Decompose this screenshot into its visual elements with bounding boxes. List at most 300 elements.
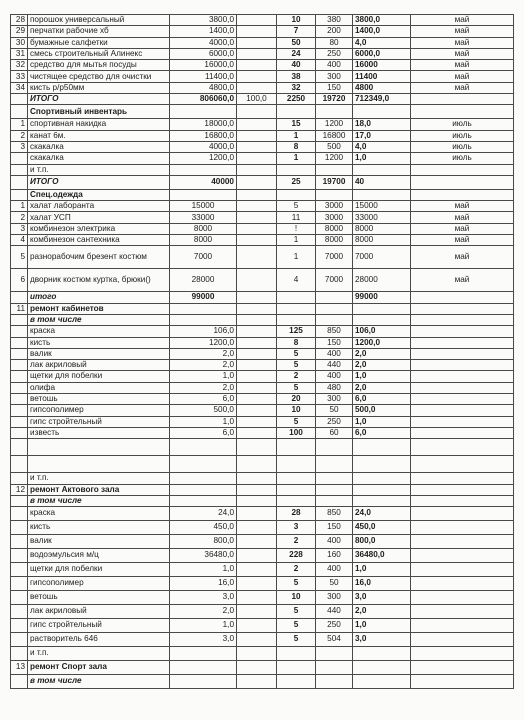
- cell-total: [353, 303, 411, 314]
- table-row: [11, 675, 514, 689]
- cell-item-name: и т.п.: [28, 164, 170, 175]
- cell-total: 1,0: [353, 619, 411, 633]
- cell-month: май: [411, 212, 514, 223]
- cell-amount: 2,0: [170, 348, 237, 359]
- cell-quantity: 5: [277, 416, 316, 427]
- cell-month: май: [411, 71, 514, 82]
- cell-amount: [170, 164, 237, 175]
- cell-item-name: в том числе: [28, 675, 170, 689]
- cell-quantity: [277, 314, 316, 325]
- cell-row-number: [11, 153, 28, 164]
- cell-unit-price: [316, 292, 353, 303]
- cell-month: [411, 94, 514, 105]
- cell-total: 7000: [353, 246, 411, 269]
- cell-unit-price: 3000: [316, 201, 353, 212]
- cell-item-name: смесь строительный Алинекс: [28, 48, 170, 59]
- cell-unit-price: 200: [316, 26, 353, 37]
- cell-unit-price: 400: [316, 535, 353, 549]
- cell-month: [411, 507, 514, 521]
- cell-item-name: порошок универсальный: [28, 15, 170, 26]
- cell-amount: 2,0: [170, 382, 237, 393]
- cell-quantity: [277, 105, 316, 119]
- table-row: [11, 605, 514, 619]
- cell-item-name: кисть: [28, 521, 170, 535]
- cell-month: май: [411, 26, 514, 37]
- cell-amount: [170, 495, 237, 506]
- cell-total: 4800: [353, 82, 411, 93]
- cell-amount: [170, 675, 237, 689]
- cell-month: [411, 326, 514, 337]
- cell-quantity: 5: [277, 348, 316, 359]
- cell-row-number: [11, 337, 28, 348]
- cell-total: 3,0: [353, 633, 411, 647]
- cell-unit-price: [316, 675, 353, 689]
- cell-total: [353, 484, 411, 495]
- table-row: [11, 405, 514, 416]
- cell-month: май: [411, 48, 514, 59]
- cell-item-name: халат лаборанта: [28, 201, 170, 212]
- cell-row-number: 34: [11, 82, 28, 93]
- cell-total: 8000: [353, 235, 411, 246]
- cell-percent: [237, 26, 277, 37]
- cell-unit-price: 250: [316, 619, 353, 633]
- cell-total: 2,0: [353, 360, 411, 371]
- cell-item-name: спортивная накидка: [28, 119, 170, 130]
- table-row: [11, 484, 514, 495]
- cell-quantity: 100: [277, 427, 316, 438]
- cell-unit-price: 850: [316, 326, 353, 337]
- cell-item-name: ветошь: [28, 394, 170, 405]
- cell-unit-price: 8000: [316, 223, 353, 234]
- cell-total: 40: [353, 175, 411, 189]
- cell-month: [411, 416, 514, 427]
- cell-month: [411, 473, 514, 484]
- cell-amount: [170, 314, 237, 325]
- cell-unit-price: [316, 661, 353, 675]
- cell-item-name: гипс стройтельный: [28, 416, 170, 427]
- cell-unit-price: 50: [316, 405, 353, 416]
- cell-amount: 500,0: [170, 405, 237, 416]
- cell-total: 6000,0: [353, 48, 411, 59]
- table-row: [11, 212, 514, 223]
- cell-quantity: 7: [277, 26, 316, 37]
- cell-unit-price: [316, 105, 353, 119]
- cell-quantity: 3: [277, 521, 316, 535]
- cell-amount: 3800,0: [170, 15, 237, 26]
- table-row: [11, 141, 514, 152]
- cell-quantity: 1: [277, 130, 316, 141]
- cell-item-name: гипсополимер: [28, 405, 170, 416]
- table-row: [11, 416, 514, 427]
- cell-percent: [237, 416, 277, 427]
- cell-quantity: 28: [277, 507, 316, 521]
- cell-unit-price: 150: [316, 521, 353, 535]
- cell-amount: 1,0: [170, 416, 237, 427]
- cell-unit-price: 300: [316, 394, 353, 405]
- cell-item-name: краска: [28, 326, 170, 337]
- cell-month: [411, 292, 514, 303]
- cell-percent: [237, 507, 277, 521]
- cell-item-name: в том числе: [28, 314, 170, 325]
- cell-month: [411, 647, 514, 661]
- table-row: [11, 456, 514, 473]
- cell-item-name: ремонт кабинетов: [28, 303, 170, 314]
- cell-quantity: 10: [277, 591, 316, 605]
- table-row: [11, 647, 514, 661]
- cell-percent: [237, 456, 277, 473]
- cell-item-name: Спортивный инвентарь: [28, 105, 170, 119]
- cell-month: май: [411, 60, 514, 71]
- cell-quantity: 2: [277, 535, 316, 549]
- cell-amount: 99000: [170, 292, 237, 303]
- cell-percent: [237, 82, 277, 93]
- table-row: [11, 201, 514, 212]
- cell-month: [411, 549, 514, 563]
- cell-row-number: 3: [11, 223, 28, 234]
- cell-row-number: 3: [11, 141, 28, 152]
- cell-percent: [237, 394, 277, 405]
- cell-item-name: известь: [28, 427, 170, 438]
- cell-month: [411, 675, 514, 689]
- cell-amount: 806060,0: [170, 94, 237, 105]
- cell-quantity: 11: [277, 212, 316, 223]
- cell-percent: [237, 427, 277, 438]
- cell-unit-price: 300: [316, 591, 353, 605]
- cell-amount: 2,0: [170, 605, 237, 619]
- cell-quantity: 32: [277, 82, 316, 93]
- cell-quantity: 10: [277, 405, 316, 416]
- cell-total: 28000: [353, 269, 411, 292]
- cell-row-number: [11, 535, 28, 549]
- cell-unit-price: 19720: [316, 94, 353, 105]
- cell-amount: 7000: [170, 246, 237, 269]
- cell-total: [353, 189, 411, 200]
- cell-percent: [237, 189, 277, 200]
- table-row: [11, 507, 514, 521]
- cell-percent: [237, 605, 277, 619]
- cell-amount: 1200,0: [170, 153, 237, 164]
- cell-row-number: 4: [11, 235, 28, 246]
- cell-quantity: 4: [277, 269, 316, 292]
- cell-month: [411, 371, 514, 382]
- cell-total: 36480,0: [353, 549, 411, 563]
- cell-quantity: 38: [277, 71, 316, 82]
- table-row: [11, 269, 514, 292]
- cell-amount: 6000,0: [170, 48, 237, 59]
- cell-unit-price: 400: [316, 348, 353, 359]
- cell-percent: [237, 619, 277, 633]
- table-row: [11, 577, 514, 591]
- cell-month: [411, 405, 514, 416]
- cell-amount: 28000: [170, 269, 237, 292]
- cell-quantity: [277, 303, 316, 314]
- cell-total: 6,0: [353, 394, 411, 405]
- cell-total: 106,0: [353, 326, 411, 337]
- cell-month: [411, 382, 514, 393]
- cell-row-number: [11, 427, 28, 438]
- cell-row-number: 28: [11, 15, 28, 26]
- cell-item-name: итого: [28, 292, 170, 303]
- cell-percent: [237, 119, 277, 130]
- table-row: [11, 71, 514, 82]
- cell-item-name: дворник костюм куртка, брюки(): [28, 269, 170, 292]
- cell-unit-price: 8000: [316, 235, 353, 246]
- cell-total: 1400,0: [353, 26, 411, 37]
- cell-month: [411, 394, 514, 405]
- cell-unit-price: [316, 647, 353, 661]
- cell-quantity: 5: [277, 619, 316, 633]
- cell-amount: 3,0: [170, 633, 237, 647]
- cell-row-number: 6: [11, 269, 28, 292]
- cell-quantity: [277, 484, 316, 495]
- cell-month: [411, 360, 514, 371]
- cell-amount: 16000,0: [170, 60, 237, 71]
- cell-unit-price: 850: [316, 507, 353, 521]
- cell-month: [411, 661, 514, 675]
- cell-row-number: 32: [11, 60, 28, 71]
- cell-unit-price: [316, 189, 353, 200]
- cell-unit-price: 7000: [316, 246, 353, 269]
- cell-total: 2,0: [353, 605, 411, 619]
- cell-item-name: щетки для побелки: [28, 563, 170, 577]
- cell-month: [411, 314, 514, 325]
- table-row: [11, 303, 514, 314]
- cell-row-number: [11, 549, 28, 563]
- cell-item-name: [28, 456, 170, 473]
- table-row: [11, 26, 514, 37]
- cell-row-number: 11: [11, 303, 28, 314]
- cell-unit-price: 1200: [316, 153, 353, 164]
- cell-percent: [237, 314, 277, 325]
- cell-percent: [237, 348, 277, 359]
- cell-percent: [237, 535, 277, 549]
- cell-quantity: [277, 439, 316, 456]
- cell-month: июль: [411, 130, 514, 141]
- cell-unit-price: 16800: [316, 130, 353, 141]
- cell-row-number: [11, 105, 28, 119]
- cell-unit-price: 50: [316, 577, 353, 591]
- cell-percent: [237, 303, 277, 314]
- cell-unit-price: 480: [316, 382, 353, 393]
- cell-row-number: [11, 521, 28, 535]
- cell-percent: [237, 175, 277, 189]
- cell-month: [411, 535, 514, 549]
- cell-percent: [237, 521, 277, 535]
- table-row: [11, 473, 514, 484]
- cell-total: [353, 105, 411, 119]
- cell-row-number: [11, 371, 28, 382]
- cell-amount: 40000: [170, 175, 237, 189]
- cell-item-name: ИТОГО: [28, 175, 170, 189]
- table-row: [11, 371, 514, 382]
- cell-quantity: 50: [277, 37, 316, 48]
- cell-month: [411, 348, 514, 359]
- cell-row-number: 31: [11, 48, 28, 59]
- table-row: [11, 119, 514, 130]
- cell-percent: [237, 15, 277, 26]
- cell-unit-price: 440: [316, 360, 353, 371]
- cell-percent: [237, 292, 277, 303]
- table-row: [11, 246, 514, 269]
- cell-item-name: разнорабочим брезент костюм: [28, 246, 170, 269]
- cell-row-number: [11, 405, 28, 416]
- table-row: [11, 60, 514, 71]
- cell-total: [353, 675, 411, 689]
- cell-month: [411, 175, 514, 189]
- cell-row-number: 5: [11, 246, 28, 269]
- cell-quantity: 8: [277, 141, 316, 152]
- cell-amount: [170, 473, 237, 484]
- cell-total: 1,0: [353, 416, 411, 427]
- cell-month: [411, 619, 514, 633]
- cell-quantity: [277, 164, 316, 175]
- cell-row-number: [11, 563, 28, 577]
- cell-amount: 3,0: [170, 591, 237, 605]
- cell-quantity: [277, 189, 316, 200]
- cell-item-name: валик: [28, 348, 170, 359]
- cell-percent: [237, 371, 277, 382]
- cell-total: 33000: [353, 212, 411, 223]
- cell-unit-price: 300: [316, 71, 353, 82]
- cell-unit-price: [316, 164, 353, 175]
- cell-total: 99000: [353, 292, 411, 303]
- table-row: [11, 549, 514, 563]
- table-row: [11, 82, 514, 93]
- cell-unit-price: 400: [316, 60, 353, 71]
- cell-item-name: и т.п.: [28, 473, 170, 484]
- cell-amount: 4000,0: [170, 37, 237, 48]
- cell-month: [411, 439, 514, 456]
- cell-month: май: [411, 37, 514, 48]
- cell-percent: [237, 405, 277, 416]
- cell-row-number: [11, 394, 28, 405]
- cell-row-number: [11, 647, 28, 661]
- cell-total: 2,0: [353, 382, 411, 393]
- cell-percent: [237, 60, 277, 71]
- cell-total: 11400: [353, 71, 411, 82]
- cell-item-name: гипсополимер: [28, 577, 170, 591]
- cell-row-number: 1: [11, 119, 28, 130]
- cell-quantity: !: [277, 223, 316, 234]
- cell-percent: [237, 549, 277, 563]
- cell-unit-price: 250: [316, 416, 353, 427]
- cell-item-name: чистящее средство для очистки: [28, 71, 170, 82]
- cell-percent: [237, 269, 277, 292]
- cell-percent: [237, 212, 277, 223]
- table-body: [11, 15, 514, 689]
- cell-amount: 1,0: [170, 371, 237, 382]
- cell-unit-price: [316, 314, 353, 325]
- cell-percent: [237, 37, 277, 48]
- cell-month: май: [411, 269, 514, 292]
- cell-amount: [170, 439, 237, 456]
- cell-percent: [237, 201, 277, 212]
- cell-row-number: [11, 360, 28, 371]
- cell-item-name: скакалка: [28, 141, 170, 152]
- cell-unit-price: 150: [316, 337, 353, 348]
- table-row: [11, 15, 514, 26]
- cell-item-name: комбинезон сантехника: [28, 235, 170, 246]
- cell-percent: [237, 647, 277, 661]
- cell-row-number: [11, 605, 28, 619]
- cell-quantity: 5: [277, 382, 316, 393]
- cell-month: [411, 427, 514, 438]
- cell-month: [411, 605, 514, 619]
- cell-unit-price: 150: [316, 82, 353, 93]
- cell-percent: [237, 439, 277, 456]
- cell-total: [353, 647, 411, 661]
- cell-month: май: [411, 15, 514, 26]
- cell-item-name: олифа: [28, 382, 170, 393]
- cell-amount: 2,0: [170, 360, 237, 371]
- cell-month: [411, 577, 514, 591]
- cell-month: [411, 484, 514, 495]
- cell-row-number: [11, 495, 28, 506]
- cell-item-name: ремонт Спорт зала: [28, 661, 170, 675]
- cell-item-name: кисть р/р50мм: [28, 82, 170, 93]
- cell-amount: 15000: [170, 201, 237, 212]
- cell-percent: [237, 246, 277, 269]
- cell-month: май: [411, 82, 514, 93]
- cell-total: 18,0: [353, 119, 411, 130]
- table-row: [11, 521, 514, 535]
- cell-row-number: [11, 507, 28, 521]
- cell-percent: [237, 105, 277, 119]
- cell-amount: 36480,0: [170, 549, 237, 563]
- cell-item-name: ветошь: [28, 591, 170, 605]
- cell-item-name: средство для мытья посуды: [28, 60, 170, 71]
- table-row: [11, 348, 514, 359]
- cell-amount: 16800,0: [170, 130, 237, 141]
- table-row: [11, 314, 514, 325]
- cell-row-number: 2: [11, 212, 28, 223]
- cell-amount: 1,0: [170, 563, 237, 577]
- cell-quantity: 228: [277, 549, 316, 563]
- cell-total: 6,0: [353, 427, 411, 438]
- cell-item-name: лак акриловый: [28, 360, 170, 371]
- cell-percent: [237, 337, 277, 348]
- cell-total: 15000: [353, 201, 411, 212]
- cell-month: май: [411, 223, 514, 234]
- cell-month: [411, 563, 514, 577]
- cell-unit-price: 3000: [316, 212, 353, 223]
- cell-unit-price: 80: [316, 37, 353, 48]
- cell-unit-price: 440: [316, 605, 353, 619]
- cell-amount: 800,0: [170, 535, 237, 549]
- cell-month: [411, 591, 514, 605]
- cell-percent: [237, 223, 277, 234]
- cell-row-number: [11, 675, 28, 689]
- cell-month: [411, 521, 514, 535]
- cell-amount: [170, 303, 237, 314]
- cell-amount: [170, 105, 237, 119]
- cell-item-name: халат УСП: [28, 212, 170, 223]
- table-row: [11, 292, 514, 303]
- cell-item-name: щетки для побелки: [28, 371, 170, 382]
- cell-unit-price: [316, 439, 353, 456]
- cell-item-name: комбинезон электрика: [28, 223, 170, 234]
- cell-row-number: [11, 577, 28, 591]
- cell-month: [411, 633, 514, 647]
- table-row: [11, 164, 514, 175]
- cell-month: [411, 189, 514, 200]
- cell-amount: 24,0: [170, 507, 237, 521]
- cell-quantity: [277, 675, 316, 689]
- cell-item-name: растворитель 646: [28, 633, 170, 647]
- cell-month: май: [411, 235, 514, 246]
- cell-row-number: [11, 189, 28, 200]
- cell-total: [353, 164, 411, 175]
